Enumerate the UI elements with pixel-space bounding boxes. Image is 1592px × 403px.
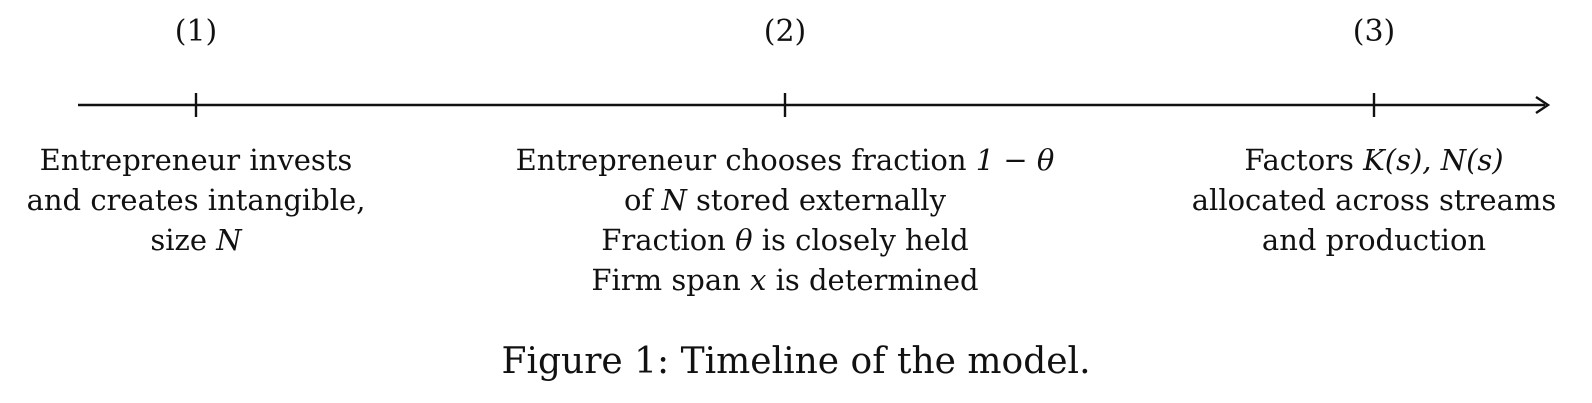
stage-3-line-3: and production xyxy=(1261,223,1487,257)
stage-3-line-2: allocated across streams xyxy=(1191,183,1557,217)
stage-1-line-2: and creates intangible, xyxy=(26,183,366,217)
stage-2-line-3: Fraction θ is closely held xyxy=(601,223,969,257)
stage-1-description xyxy=(27,140,366,260)
stage-1-line-3: size N xyxy=(150,223,242,257)
stage-3-number: (3) xyxy=(1352,14,1396,49)
stage-2-line-1: Entrepreneur chooses fraction 1 − θ xyxy=(515,143,1055,177)
stage-1-line-1: Entrepreneur invests xyxy=(39,143,353,177)
stage-1-number: (1) xyxy=(174,14,218,49)
stage-2-line-2: of N stored externally xyxy=(624,183,946,217)
stage-2-number: (2) xyxy=(763,14,807,49)
stage-2-line-4: Firm span x is determined xyxy=(591,263,979,297)
figure-caption: Figure 1: Timeline of the model. xyxy=(501,341,1091,382)
stage-2-description xyxy=(516,140,1055,300)
stage-3-line-1: Factors K(s), N(s) xyxy=(1244,143,1504,177)
stage-3-description xyxy=(1192,140,1557,260)
